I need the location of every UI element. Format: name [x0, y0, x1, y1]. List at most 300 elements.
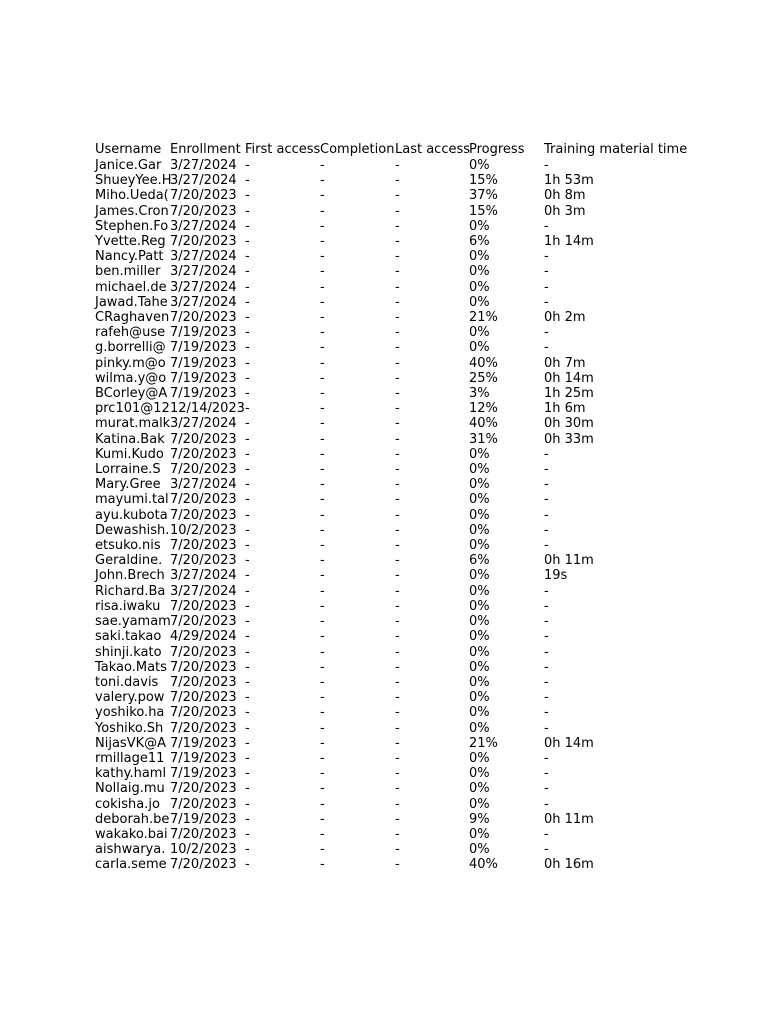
- table-row: [95, 173, 617, 188]
- table-row: [95, 645, 617, 660]
- table-row: [95, 477, 617, 492]
- table-row: [95, 158, 617, 173]
- cell-enrollment: 3/27/2024: [170, 264, 237, 280]
- header-progress: Progress: [469, 142, 525, 157]
- table-row: [95, 705, 617, 720]
- cell-progress: 6%: [469, 234, 490, 250]
- cell-training-time: -: [544, 614, 549, 630]
- table-row: [95, 249, 617, 264]
- cell-last-access: -: [395, 203, 400, 219]
- cell-username: wilma.y@o: [95, 370, 167, 386]
- table-row: [95, 553, 617, 568]
- cell-enrollment: 3/27/2024: [170, 173, 237, 189]
- cell-completion: -: [320, 264, 325, 280]
- cell-first-access: -: [245, 188, 250, 204]
- cell-username: prc101@12: [95, 401, 170, 417]
- cell-last-access: -: [395, 538, 400, 554]
- cell-enrollment: 7/20/2023: [170, 614, 237, 630]
- cell-completion: -: [320, 553, 325, 569]
- cell-last-access: -: [395, 431, 400, 447]
- cell-training-time: -: [544, 462, 549, 478]
- cell-completion: -: [320, 507, 325, 523]
- cell-last-access: -: [395, 522, 400, 538]
- cell-last-access: -: [395, 264, 400, 280]
- cell-enrollment: 7/20/2023: [170, 720, 237, 736]
- cell-enrollment: 7/20/2023: [170, 234, 237, 250]
- table-row: [95, 325, 617, 340]
- cell-username: yoshiko.ha: [95, 705, 165, 721]
- cell-completion: -: [320, 158, 325, 173]
- table-row: [95, 781, 617, 796]
- cell-progress: 0%: [469, 826, 490, 842]
- header-last-access: Last access: [395, 142, 471, 157]
- cell-training-time: -: [544, 507, 549, 523]
- cell-completion: -: [320, 492, 325, 508]
- header-first-access: First access: [245, 142, 321, 157]
- cell-username: pinky.m@o: [95, 355, 166, 371]
- cell-enrollment: 3/27/2024: [170, 477, 237, 493]
- cell-username: Dewashish.: [95, 522, 170, 538]
- cell-username: ShueyYee.H: [95, 173, 172, 189]
- table-row: [95, 751, 617, 766]
- table-row: [95, 219, 617, 234]
- cell-training-time: -: [544, 750, 549, 766]
- header-username: Username: [95, 142, 162, 157]
- cell-progress: 0%: [469, 659, 490, 675]
- cell-progress: 25%: [469, 370, 498, 386]
- cell-first-access: -: [245, 310, 250, 326]
- cell-progress: 0%: [469, 690, 490, 706]
- cell-progress: 31%: [469, 431, 498, 447]
- cell-completion: -: [320, 325, 325, 341]
- cell-last-access: -: [395, 644, 400, 660]
- cell-training-time: -: [544, 325, 549, 341]
- cell-username: Janice.Gar: [95, 158, 162, 173]
- cell-first-access: -: [245, 857, 250, 873]
- cell-progress: 6%: [469, 553, 490, 569]
- header-row: [95, 142, 617, 158]
- cell-last-access: -: [395, 629, 400, 645]
- cell-last-access: -: [395, 477, 400, 493]
- cell-username: ayu.kubota: [95, 507, 168, 523]
- cell-training-time: 0h 14m: [544, 370, 594, 386]
- table-row: [95, 857, 617, 872]
- cell-first-access: -: [245, 203, 250, 219]
- cell-first-access: -: [245, 386, 250, 402]
- cell-enrollment: 7/20/2023: [170, 553, 237, 569]
- cell-training-time: -: [544, 264, 549, 280]
- table-row: [95, 204, 617, 219]
- cell-enrollment: 7/19/2023: [170, 750, 237, 766]
- cell-enrollment: 7/20/2023: [170, 203, 237, 219]
- cell-enrollment: 3/27/2024: [170, 249, 237, 265]
- cell-enrollment: 7/20/2023: [170, 446, 237, 462]
- table-row: [95, 797, 617, 812]
- cell-progress: 0%: [469, 158, 490, 173]
- cell-first-access: -: [245, 355, 250, 371]
- cell-last-access: -: [395, 249, 400, 265]
- cell-enrollment: 7/20/2023: [170, 492, 237, 508]
- cell-first-access: -: [245, 750, 250, 766]
- cell-training-time: -: [544, 766, 549, 782]
- cell-first-access: -: [245, 294, 250, 310]
- cell-first-access: -: [245, 325, 250, 341]
- cell-progress: 40%: [469, 355, 498, 371]
- cell-enrollment: 7/20/2023: [170, 674, 237, 690]
- cell-enrollment: 7/20/2023: [170, 705, 237, 721]
- cell-last-access: -: [395, 188, 400, 204]
- cell-last-access: -: [395, 370, 400, 386]
- table-row: [95, 340, 617, 355]
- cell-progress: 0%: [469, 249, 490, 265]
- cell-completion: -: [320, 659, 325, 675]
- spreadsheet-page: [95, 142, 688, 873]
- cell-progress: 0%: [469, 796, 490, 812]
- table-row: [95, 462, 617, 477]
- cell-username: toni.davis: [95, 674, 159, 690]
- cell-training-time: 1h 53m: [544, 173, 594, 189]
- cell-completion: -: [320, 720, 325, 736]
- cell-training-time: -: [544, 522, 549, 538]
- cell-completion: -: [320, 522, 325, 538]
- cell-completion: -: [320, 386, 325, 402]
- cell-username: Mary.Gree: [95, 477, 161, 493]
- table-row: [95, 280, 617, 295]
- cell-username: Miho.Ueda(: [95, 188, 169, 204]
- cell-last-access: -: [395, 690, 400, 706]
- cell-completion: -: [320, 203, 325, 219]
- cell-username: cokisha.jo: [95, 796, 160, 812]
- cell-username: michael.de: [95, 279, 167, 295]
- cell-progress: 0%: [469, 750, 490, 766]
- table-row: [95, 614, 617, 629]
- cell-progress: 15%: [469, 203, 498, 219]
- cell-completion: -: [320, 310, 325, 326]
- cell-enrollment: 3/27/2024: [170, 279, 237, 295]
- cell-last-access: -: [395, 826, 400, 842]
- cell-last-access: -: [395, 158, 400, 173]
- cell-last-access: -: [395, 766, 400, 782]
- cell-progress: 0%: [469, 264, 490, 280]
- cell-completion: -: [320, 674, 325, 690]
- cell-enrollment: 3/27/2024: [170, 568, 237, 584]
- cell-progress: 0%: [469, 598, 490, 614]
- cell-training-time: -: [544, 492, 549, 508]
- cell-enrollment: 7/20/2023: [170, 796, 237, 812]
- cell-progress: 40%: [469, 416, 498, 432]
- cell-enrollment: 7/20/2023: [170, 781, 237, 797]
- cell-progress: 3%: [469, 386, 490, 402]
- cell-completion: -: [320, 340, 325, 356]
- cell-training-time: -: [544, 477, 549, 493]
- cell-first-access: -: [245, 629, 250, 645]
- cell-last-access: -: [395, 674, 400, 690]
- cell-first-access: -: [245, 705, 250, 721]
- cell-username: Richard.Ba: [95, 583, 166, 599]
- cell-completion: -: [320, 735, 325, 751]
- cell-progress: 21%: [469, 310, 498, 326]
- cell-completion: -: [320, 705, 325, 721]
- cell-progress: 0%: [469, 218, 490, 234]
- cell-completion: -: [320, 842, 325, 858]
- cell-username: rmillage11: [95, 750, 165, 766]
- cell-enrollment: 10/2/2023: [170, 522, 237, 538]
- cell-first-access: -: [245, 431, 250, 447]
- cell-training-time: -: [544, 705, 549, 721]
- cell-username: Kumi.Kudo: [95, 446, 164, 462]
- cell-enrollment: 3/27/2024: [170, 218, 237, 234]
- cell-last-access: -: [395, 857, 400, 873]
- cell-progress: 9%: [469, 811, 490, 827]
- cell-first-access: -: [245, 234, 250, 250]
- cell-training-time: 0h 2m: [544, 310, 586, 326]
- table-row: [95, 371, 617, 386]
- cell-last-access: -: [395, 598, 400, 614]
- cell-training-time: -: [544, 294, 549, 310]
- cell-last-access: -: [395, 842, 400, 858]
- cell-enrollment: 3/27/2024: [170, 583, 237, 599]
- table-row: [95, 416, 617, 431]
- cell-last-access: -: [395, 583, 400, 599]
- cell-training-time: 0h 14m: [544, 735, 594, 751]
- cell-username: etsuko.nis: [95, 538, 161, 554]
- cell-progress: 0%: [469, 629, 490, 645]
- cell-progress: 0%: [469, 538, 490, 554]
- cell-last-access: -: [395, 720, 400, 736]
- cell-last-access: -: [395, 614, 400, 630]
- table-row: [95, 356, 617, 371]
- cell-enrollment: 7/20/2023: [170, 431, 237, 447]
- cell-username: g.borrelli@: [95, 340, 166, 356]
- cell-last-access: -: [395, 507, 400, 523]
- cell-progress: 0%: [469, 522, 490, 538]
- cell-enrollment: 10/2/2023: [170, 842, 237, 858]
- cell-last-access: -: [395, 234, 400, 250]
- cell-last-access: -: [395, 340, 400, 356]
- cell-progress: 15%: [469, 173, 498, 189]
- cell-training-time: -: [544, 720, 549, 736]
- cell-progress: 0%: [469, 507, 490, 523]
- cell-completion: -: [320, 781, 325, 797]
- cell-training-time: 19s: [544, 568, 568, 584]
- cell-enrollment: 7/20/2023: [170, 598, 237, 614]
- table-row: [95, 766, 617, 781]
- cell-first-access: -: [245, 173, 250, 189]
- cell-enrollment: 7/20/2023: [170, 188, 237, 204]
- cell-progress: 0%: [469, 294, 490, 310]
- cell-first-access: -: [245, 492, 250, 508]
- cell-completion: -: [320, 173, 325, 189]
- cell-username: wakako.bai: [95, 826, 168, 842]
- cell-last-access: -: [395, 446, 400, 462]
- cell-first-access: -: [245, 720, 250, 736]
- cell-completion: -: [320, 294, 325, 310]
- cell-completion: -: [320, 218, 325, 234]
- cell-username: risa.iwaku: [95, 598, 161, 614]
- cell-training-time: 0h 33m: [544, 431, 594, 447]
- cell-username: CRaghaven: [95, 310, 170, 326]
- cell-completion: -: [320, 234, 325, 250]
- cell-first-access: -: [245, 158, 250, 173]
- cell-username: Takao.Mats: [95, 659, 167, 675]
- cell-training-time: 1h 14m: [544, 234, 594, 250]
- table-row: [95, 538, 617, 553]
- table-row: [95, 295, 617, 310]
- cell-username: Lorraine.S: [95, 462, 161, 478]
- cell-progress: 0%: [469, 477, 490, 493]
- cell-first-access: -: [245, 842, 250, 858]
- cell-enrollment: 7/20/2023: [170, 690, 237, 706]
- cell-username: saki.takao: [95, 629, 162, 645]
- cell-enrollment: 7/19/2023: [170, 811, 237, 827]
- cell-username: James.Cron: [95, 203, 169, 219]
- cell-training-time: -: [544, 826, 549, 842]
- cell-training-time: 1h 6m: [544, 401, 586, 417]
- header-training-material-time: Training material time: [544, 142, 688, 157]
- cell-enrollment: 12/14/2023: [170, 401, 245, 417]
- cell-last-access: -: [395, 553, 400, 569]
- header-enrollment: Enrollment: [170, 142, 241, 157]
- cell-training-time: -: [544, 781, 549, 797]
- cell-progress: 0%: [469, 583, 490, 599]
- table-row: [95, 401, 617, 416]
- cell-completion: -: [320, 416, 325, 432]
- cell-first-access: -: [245, 218, 250, 234]
- cell-completion: -: [320, 796, 325, 812]
- cell-enrollment: 7/19/2023: [170, 340, 237, 356]
- cell-progress: 21%: [469, 735, 498, 751]
- cell-enrollment: 7/20/2023: [170, 310, 237, 326]
- cell-last-access: -: [395, 796, 400, 812]
- cell-username: Yvette.Reg: [95, 234, 166, 250]
- cell-last-access: -: [395, 659, 400, 675]
- cell-completion: -: [320, 477, 325, 493]
- cell-username: valery.pow: [95, 690, 165, 706]
- cell-completion: -: [320, 538, 325, 554]
- cell-username: carla.seme: [95, 857, 167, 873]
- cell-progress: 0%: [469, 781, 490, 797]
- cell-completion: -: [320, 766, 325, 782]
- cell-training-time: -: [544, 583, 549, 599]
- table-row: [95, 675, 617, 690]
- cell-enrollment: 7/19/2023: [170, 735, 237, 751]
- table-row: [95, 736, 617, 751]
- cell-first-access: -: [245, 735, 250, 751]
- cell-first-access: -: [245, 249, 250, 265]
- cell-first-access: -: [245, 340, 250, 356]
- cell-completion: -: [320, 355, 325, 371]
- cell-last-access: -: [395, 781, 400, 797]
- cell-username: ben.miller: [95, 264, 161, 280]
- table-row: [95, 386, 617, 401]
- cell-username: Yoshiko.Sh: [95, 720, 164, 736]
- cell-username: Nancy.Patt: [95, 249, 164, 265]
- cell-training-time: -: [544, 218, 549, 234]
- cell-enrollment: 7/20/2023: [170, 507, 237, 523]
- cell-enrollment: 7/19/2023: [170, 370, 237, 386]
- cell-completion: -: [320, 583, 325, 599]
- cell-enrollment: 3/27/2024: [170, 416, 237, 432]
- cell-enrollment: 3/27/2024: [170, 294, 237, 310]
- cell-progress: 0%: [469, 842, 490, 858]
- cell-progress: 0%: [469, 720, 490, 736]
- cell-first-access: -: [245, 553, 250, 569]
- cell-completion: -: [320, 568, 325, 584]
- cell-training-time: 1h 25m: [544, 386, 594, 402]
- cell-first-access: -: [245, 766, 250, 782]
- cell-progress: 0%: [469, 325, 490, 341]
- cell-first-access: -: [245, 644, 250, 660]
- cell-completion: -: [320, 431, 325, 447]
- table-row: [95, 568, 617, 583]
- cell-username: kathy.haml: [95, 766, 167, 782]
- cell-username: deborah.be: [95, 811, 170, 827]
- cell-progress: 0%: [469, 568, 490, 584]
- cell-training-time: -: [544, 796, 549, 812]
- cell-first-access: -: [245, 811, 250, 827]
- cell-training-time: 0h 7m: [544, 355, 586, 371]
- cell-last-access: -: [395, 705, 400, 721]
- cell-completion: -: [320, 826, 325, 842]
- cell-first-access: -: [245, 674, 250, 690]
- cell-enrollment: 7/19/2023: [170, 766, 237, 782]
- enrollment-table: [95, 142, 688, 873]
- cell-first-access: -: [245, 401, 250, 417]
- cell-first-access: -: [245, 370, 250, 386]
- table-row: [95, 584, 617, 599]
- table-row: [95, 721, 617, 736]
- cell-progress: 12%: [469, 401, 498, 417]
- cell-enrollment: 7/20/2023: [170, 462, 237, 478]
- cell-first-access: -: [245, 614, 250, 630]
- cell-last-access: -: [395, 386, 400, 402]
- cell-first-access: -: [245, 522, 250, 538]
- table-row: [95, 432, 617, 447]
- cell-completion: -: [320, 188, 325, 204]
- cell-training-time: 0h 8m: [544, 188, 586, 204]
- cell-training-time: -: [544, 538, 549, 554]
- cell-training-time: -: [544, 629, 549, 645]
- cell-training-time: -: [544, 674, 549, 690]
- cell-first-access: -: [245, 826, 250, 842]
- cell-completion: -: [320, 644, 325, 660]
- table-row: [95, 812, 617, 827]
- cell-username: BCorley@A: [95, 386, 168, 402]
- cell-progress: 0%: [469, 614, 490, 630]
- cell-enrollment: 7/20/2023: [170, 826, 237, 842]
- cell-last-access: -: [395, 310, 400, 326]
- cell-training-time: -: [544, 598, 549, 614]
- cell-completion: -: [320, 279, 325, 295]
- cell-first-access: -: [245, 264, 250, 280]
- cell-last-access: -: [395, 325, 400, 341]
- cell-progress: 0%: [469, 279, 490, 295]
- cell-progress: 0%: [469, 492, 490, 508]
- cell-completion: -: [320, 614, 325, 630]
- table-body: [95, 158, 617, 873]
- cell-username: Nollaig.mu: [95, 781, 165, 797]
- cell-last-access: -: [395, 735, 400, 751]
- cell-completion: -: [320, 446, 325, 462]
- cell-last-access: -: [395, 279, 400, 295]
- cell-completion: -: [320, 370, 325, 386]
- cell-completion: -: [320, 249, 325, 265]
- table-row: [95, 447, 617, 462]
- cell-progress: 40%: [469, 857, 498, 873]
- cell-first-access: -: [245, 583, 250, 599]
- cell-enrollment: 7/19/2023: [170, 355, 237, 371]
- cell-completion: -: [320, 629, 325, 645]
